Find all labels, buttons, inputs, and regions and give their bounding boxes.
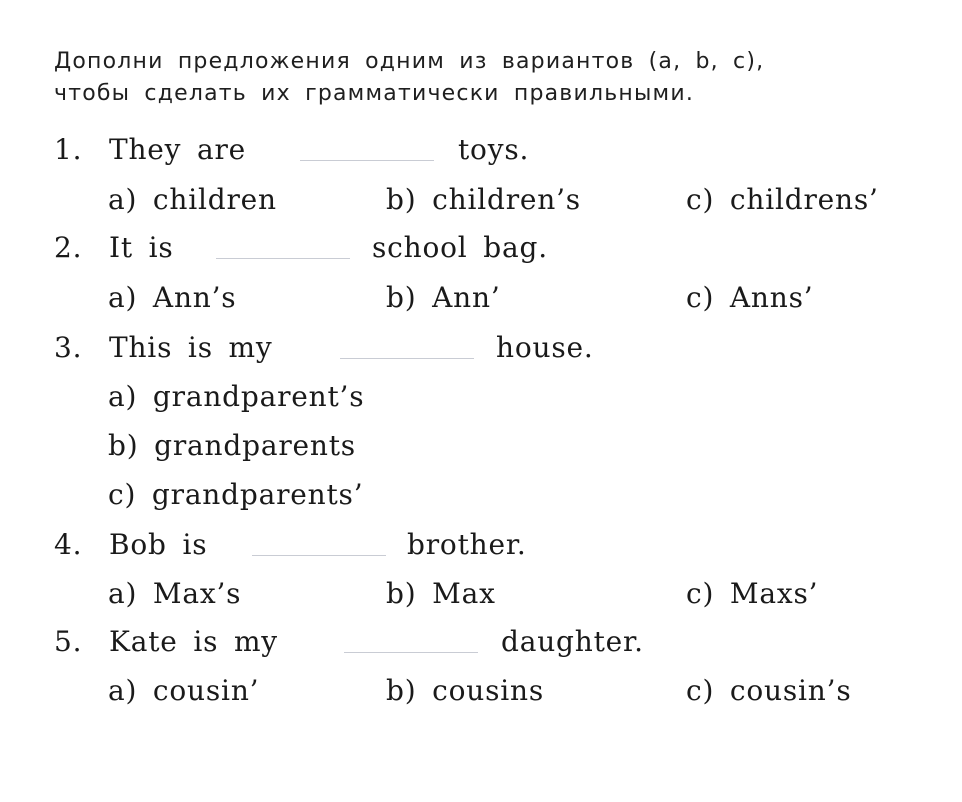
answer-blank[interactable] (216, 258, 350, 259)
option-c[interactable]: c) cousin’s (686, 674, 852, 707)
question-text-before: This is my (109, 331, 273, 364)
question-text-before: Kate is my (109, 625, 278, 658)
option-a[interactable]: a) cousin’ (108, 674, 260, 707)
option-c[interactable]: c) Maxs’ (686, 577, 819, 610)
question-number: 1. (54, 133, 83, 166)
option-b[interactable]: b) grandparents (108, 429, 356, 462)
task-instruction (54, 46, 934, 110)
question-number: 2. (54, 231, 83, 264)
question-text-before: It is (109, 231, 174, 264)
question-text-after: toys. (458, 133, 530, 166)
question-text-after: brother. (407, 528, 527, 561)
option-a[interactable]: a) Max’s (108, 577, 242, 610)
answer-blank[interactable] (252, 555, 386, 556)
question-text-after: daughter. (501, 625, 644, 658)
question-number: 4. (54, 528, 83, 561)
question-text-after: house. (496, 331, 594, 364)
question-number: 3. (54, 331, 83, 364)
option-b[interactable]: b) Ann’ (386, 281, 501, 314)
instruction-line-1: Дополни предложения одним из вариантов (a, b, c), (54, 49, 765, 74)
question-text-before: They are (109, 133, 247, 166)
question-number: 5. (54, 625, 83, 658)
question-text-after: school bag. (372, 231, 548, 264)
option-c[interactable]: c) grandparents’ (108, 478, 364, 511)
answer-blank[interactable] (344, 652, 478, 653)
option-b[interactable]: b) Max (386, 577, 496, 610)
instruction-line-2: чтобы сделать их грамматически правильными. (54, 81, 695, 106)
option-a[interactable]: a) Ann’s (108, 281, 237, 314)
option-c[interactable]: c) Anns’ (686, 281, 814, 314)
option-c[interactable]: c) childrens’ (686, 183, 879, 216)
option-b[interactable]: b) children’s (386, 183, 581, 216)
option-b[interactable]: b) cousins (386, 674, 545, 707)
option-a[interactable]: a) children (108, 183, 277, 216)
question-text-before: Bob is (109, 528, 208, 561)
option-a[interactable]: a) grandparent’s (108, 380, 365, 413)
answer-blank[interactable] (340, 358, 474, 359)
answer-blank[interactable] (300, 160, 434, 161)
